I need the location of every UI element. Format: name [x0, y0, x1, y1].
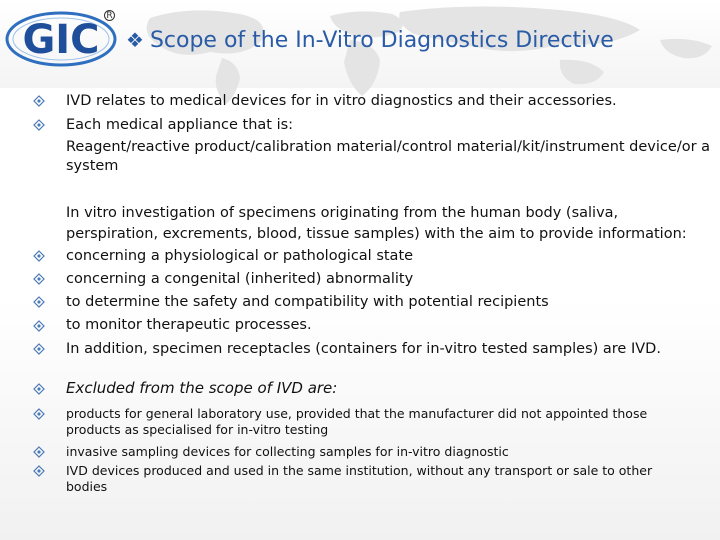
- diamond-bullet-icon: [33, 383, 45, 395]
- content-line-reagent: Reagent/reactive product/calibration material/control material/kit/instrument device/or a system: [66, 139, 711, 174]
- excluded-item: products for general laboratory use, provided that the manufacturer did not appointed those products as specialised for in-vitro testing: [66, 406, 648, 437]
- registered-mark: R: [104, 10, 115, 21]
- info-item: to determine the safety and compatibility with potential recipients: [66, 294, 549, 310]
- diamond-bullet-icon: [33, 273, 45, 285]
- diamond-bullet-icon: ❖: [126, 28, 144, 52]
- slide-title-container: [126, 28, 614, 53]
- excluded-item: IVD devices produced and used in the same institution, without any transport or sale to other bodies: [66, 463, 653, 494]
- diamond-bullet-icon: [33, 343, 45, 355]
- diamond-bullet-icon: [33, 95, 45, 107]
- content-line-ivd-relates: IVD relates to medical devices for in vitro diagnostics and their accessories.: [66, 93, 617, 109]
- diamond-bullet-icon: [33, 296, 45, 308]
- diamond-bullet-icon: [33, 119, 45, 131]
- content-line-investigation-2: perspiration, excrements, blood, tissue samples) with the aim to provide information:: [66, 226, 687, 242]
- info-item: to monitor therapeutic processes.: [66, 317, 312, 333]
- diamond-bullet-icon: [33, 465, 45, 477]
- info-item: In addition, specimen receptacles (containers for in-vitro tested samples) are IVD.: [66, 341, 661, 357]
- diamond-bullet-icon: [33, 408, 45, 420]
- slide-title: Scope of the In-Vitro Diagnostics Directive: [149, 28, 614, 53]
- diamond-bullet-icon: [33, 446, 45, 458]
- diamond-bullet-icon: [33, 320, 45, 332]
- content-line-investigation-1: In vitro investigation of specimens originating from the human body (saliva,: [66, 205, 619, 221]
- svg-text:GIC: GIC: [22, 17, 100, 63]
- content-line-each-appliance: Each medical appliance that is:: [66, 117, 294, 133]
- info-item: concerning a physiological or pathological state: [66, 248, 414, 264]
- excluded-item: invasive sampling devices for collecting samples for in-vitro diagnostic: [66, 444, 509, 459]
- diamond-bullet-icon: [33, 250, 45, 262]
- info-item: concerning a congenital (inherited) abnormality: [66, 271, 414, 287]
- excluded-heading: Excluded from the scope of IVD are:: [66, 379, 338, 397]
